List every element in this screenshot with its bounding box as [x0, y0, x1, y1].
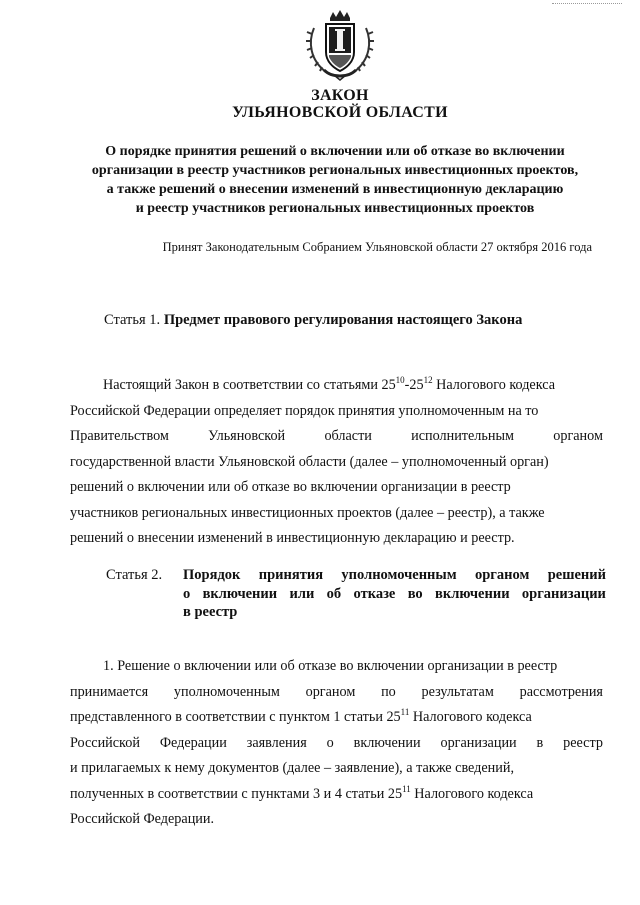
law-subject-title	[40, 142, 630, 218]
word: Ульяновской	[208, 428, 286, 444]
word: органом	[553, 428, 603, 444]
word: о	[326, 734, 334, 751]
word: организации	[440, 734, 517, 751]
article-1-title: Предмет правового регулирования настоящего Закона	[163, 312, 523, 328]
title-line: о включении или об отказе во включении организации	[183, 585, 606, 602]
text-line	[70, 501, 603, 527]
article-1-paragraph	[70, 373, 603, 552]
word: по	[381, 683, 396, 700]
word: органом	[305, 683, 356, 700]
word: реестр	[563, 734, 603, 751]
title-line: Порядок принятия уполномоченным органом решений	[183, 567, 606, 583]
text-line	[70, 756, 603, 782]
text-segment: Российской Федерации.	[70, 811, 215, 827]
text-line	[70, 399, 603, 425]
article-2-paragraph-1	[70, 654, 603, 833]
text-segment: решений о включении или об отказе во включении организации в реестр	[70, 479, 511, 495]
word: исполнительным	[411, 428, 514, 444]
text-segment: полученных в соответствии с пунктами 3 и 4 статьи $25^{11}$ Налогового кодекса	[70, 783, 534, 802]
text-line	[70, 705, 603, 731]
text-segment: представленного в соответствии с пунктом 1 статьи $25^{11}$ Налогового кодекса	[70, 707, 532, 725]
text-segment: Настоящий Закон в соответствии со статьями $25^{10}-25^{12}$ Налогового кодекса	[103, 375, 556, 393]
subject-line: а также решений о внесении изменений в инвестиционную декларацию	[106, 182, 564, 197]
text-line	[70, 526, 603, 552]
subject-line: О порядке принятия решений о включении или об отказе во включении	[105, 144, 565, 159]
word: Федерации	[159, 734, 227, 751]
text-line	[70, 807, 603, 833]
title-line: в реестр	[183, 604, 238, 620]
word: принимается	[70, 683, 149, 700]
article-1-label: Статья 1.	[104, 312, 161, 328]
coat-of-arms-icon	[304, 8, 376, 82]
region-heading: УЛЬЯНОВСКОЙ ОБЛАСТИ	[232, 104, 448, 121]
text-segment: участников региональных инвестиционных проектов (далее – реестр), а также	[70, 504, 545, 521]
word: Российской	[70, 734, 140, 751]
adoption-note: Принят Законодательным Собранием Ульяновской области 27 октября 2016 года	[162, 240, 592, 254]
text-line	[70, 782, 603, 808]
word: рассмотрения	[519, 683, 603, 700]
text-line	[70, 680, 603, 706]
text-line	[70, 654, 603, 680]
text-line	[70, 373, 603, 399]
text-line	[70, 475, 603, 501]
word: области	[324, 428, 372, 444]
text-segment: 1. Решение о включении или об отказе во включении организации в реестр	[103, 658, 558, 674]
article-2-title	[183, 566, 606, 622]
document-type-heading: ЗАКОН	[311, 87, 369, 104]
article-2-label: Статья 2.	[106, 567, 163, 583]
text-line	[70, 450, 603, 476]
top-edge-mark	[552, 3, 622, 4]
word: уполномоченным	[173, 683, 280, 700]
article-1-heading	[104, 312, 522, 329]
subject-line: организации в реестр участников региональных инвестиционных проектов,	[91, 163, 579, 178]
text-segment: Российской Федерации определяет порядок принятия уполномоченным на то	[70, 402, 539, 419]
word: заявления	[246, 734, 307, 751]
subject-line: и реестр участников региональных инвестиционных проектов	[135, 201, 535, 216]
text-line	[70, 424, 603, 450]
word: в	[536, 734, 544, 751]
word: включении	[353, 734, 421, 751]
word: Правительством	[70, 428, 169, 444]
text-segment: и прилагаемых к нему документов (далее – заявление), а также сведений,	[70, 760, 515, 776]
text-segment: решений о внесении изменений в инвестиционную декларацию и реестр.	[70, 530, 515, 546]
text-line	[70, 731, 603, 757]
text-segment: государственной власти Ульяновской области (далее – уполномоченный орган)	[70, 453, 549, 470]
word: результатам	[421, 683, 494, 700]
